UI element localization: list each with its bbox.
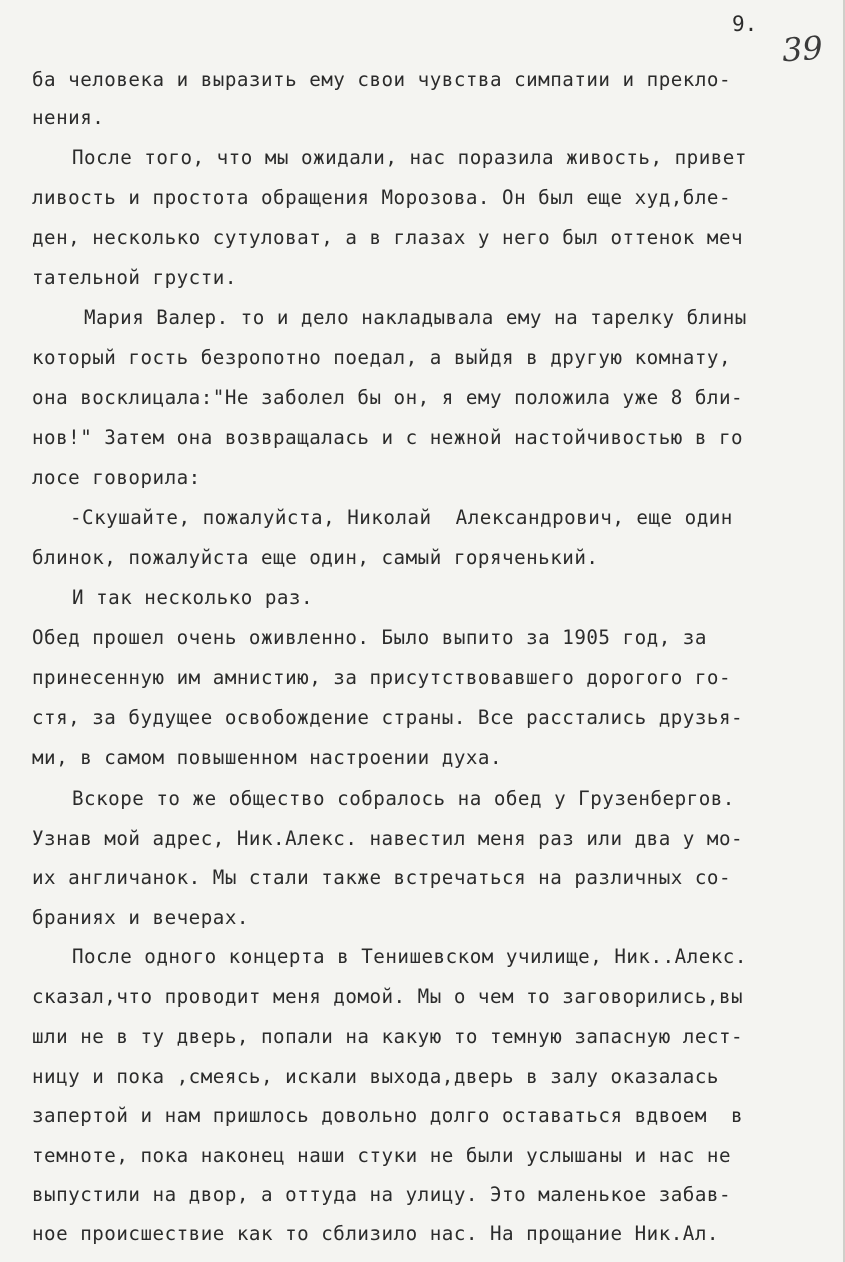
text-line: И так несколько раз.: [72, 586, 314, 609]
text-line: ливость и простота обращения Морозова. Он был еще худ,бле-: [32, 186, 732, 209]
text-line: браниях и вечерах.: [32, 906, 249, 929]
text-line: Узнав мой адрес, Ник.Алекс. навестил меня раз или два у мо-: [32, 827, 744, 850]
text-line: выпустили на двор, а оттуда на улицу. Это маленькое забав-: [32, 1183, 732, 1206]
text-line: лосе говорила:: [32, 466, 201, 489]
text-line: ми, в самом повышенном настроении духа.: [32, 746, 503, 769]
text-line: Вскоре то же общество собралось на обед у Грузенбергов.: [72, 787, 735, 810]
text-line: блинок, пожалуйста еще один, самый горяченький.: [32, 546, 599, 569]
archive-page-mark: 39: [780, 28, 824, 70]
text-line: тательной грусти.: [32, 266, 237, 289]
text-line: стя, за будущее освобождение страны. Все расстались друзья-: [32, 706, 744, 729]
text-line: Обед прошел очень оживленно. Было выпито за 1905 год, за: [32, 626, 707, 649]
text-line: ден, несколько сутуловат, а в глазах у него был оттенок меч: [32, 226, 744, 249]
text-line: принесенную им амнистию, за присутствовавшего дорогого го-: [32, 666, 732, 689]
text-line: Мария Валер. то и дело накладывала ему на тарелку блины: [84, 306, 747, 329]
text-line: который гость безропотно поедал, а выйдя в другую комнату,: [32, 346, 732, 369]
text-line: ба человека и выразить ему свои чувства симпатии и прекло-: [32, 68, 732, 91]
page-number: 9.: [732, 12, 758, 36]
text-line: запертой и нам пришлось довольно долго оставаться вдвоем в: [32, 1104, 744, 1127]
text-line: их англичанок. Мы стали также встречаться на различных со-: [32, 866, 732, 889]
text-line: ницу и пока ,смеясь, искали выхода,дверь в залу оказалась: [32, 1065, 719, 1088]
text-line: После одного концерта в Тенишевском училище, Ник..Алекс.: [72, 945, 747, 968]
text-line: шли не в ту дверь, попали на какую то темную запасную лест-: [32, 1025, 744, 1048]
text-line: она восклицала:"Не заболел бы он, я ему положила уже 8 бли-: [32, 386, 744, 409]
text-line: нов!" Затем она возвращалась и с нежной настойчивостью в го: [32, 426, 744, 449]
text-line: сказал,что проводит меня домой. Мы о чем то заговорились,вы: [32, 985, 744, 1008]
text-line: -Скушайте, пожалуйста, Николай Александрович, еще один: [70, 506, 733, 529]
text-line: После того, что мы ожидали, нас поразила живость, привет: [72, 146, 747, 169]
text-line: нения.: [32, 106, 105, 129]
text-line: темноте, пока наконец наши стуки не были услышаны и нас не: [32, 1144, 732, 1167]
text-line: ное происшествие как то сблизило нас. На прощание Ник.Ал.: [32, 1222, 719, 1245]
